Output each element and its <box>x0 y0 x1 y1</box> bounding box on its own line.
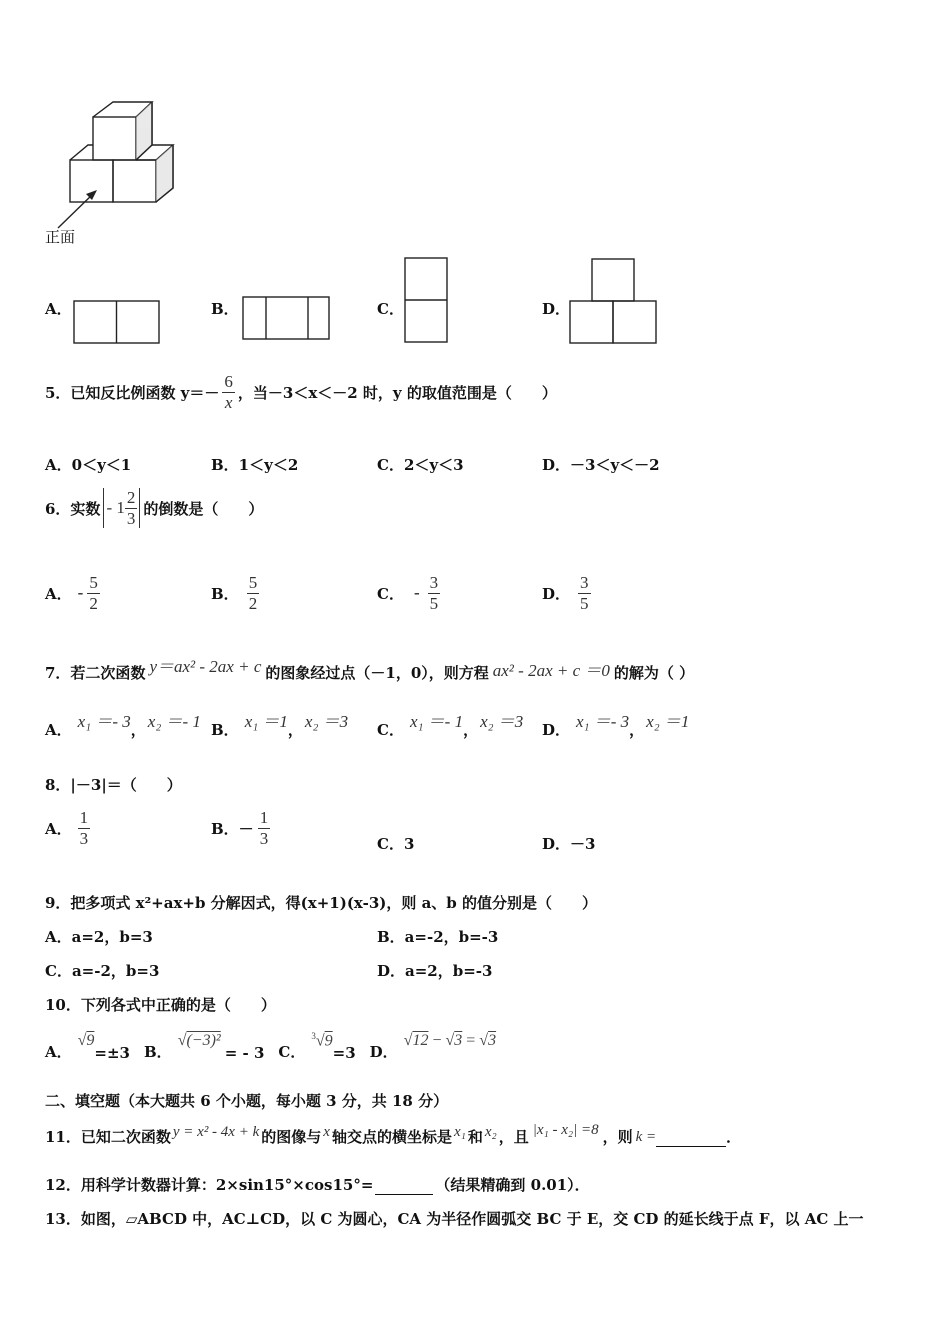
q11-t4: ，则 <box>602 1128 633 1146</box>
q7-option-b <box>211 712 349 740</box>
q11-k: k = <box>635 1129 657 1145</box>
q10-a-result: =±3 <box>94 1044 130 1062</box>
q8-b-num: 1 <box>259 808 269 827</box>
q6-c-frac <box>428 573 441 613</box>
q4-option-d-figure <box>569 258 661 346</box>
q11-x2: x₂ <box>484 1124 497 1140</box>
q7-stem <box>45 657 695 685</box>
q12-post: （结果精确到 0.01）． <box>435 1176 590 1194</box>
q10-b-radical: √(−3)² <box>177 1032 221 1049</box>
q10-c-result: =3 <box>332 1044 356 1062</box>
q6-c-num: 3 <box>429 573 439 592</box>
q8-b-frac <box>258 808 271 848</box>
section-2-heading: 二、填空题（本大题共 6 个小题，每小题 3 分，共 18 分） <box>45 1092 449 1110</box>
q7-option-a <box>45 712 201 740</box>
q7-function: y＝ax² - 2ax + c <box>149 657 262 676</box>
q11-t3: ，且 <box>498 1128 529 1146</box>
q7-d-x2: x₂ ＝1 <box>646 712 690 731</box>
q12-pre: 12．用科学计数器计算：2×sin15°×cos15°= <box>45 1176 374 1194</box>
q6-d-frac <box>578 573 591 613</box>
q7-a-comma: ， <box>130 721 146 739</box>
q6-b-num: 5 <box>248 573 258 592</box>
q8-a-letter: A． <box>45 819 72 838</box>
q10-a-radicand: 9 <box>86 1032 95 1049</box>
q7-a-x2: x₂ ＝- 1 <box>147 712 201 731</box>
q6-b-frac <box>247 573 260 613</box>
q5-fraction <box>222 372 235 412</box>
q6-a-sign: - <box>77 583 84 603</box>
q10-stem: 10．下列各式中正确的是（ ） <box>45 996 276 1014</box>
q7-stem-post: 的解为（ ） <box>613 664 695 682</box>
q4-option-d-letter: D． <box>542 300 571 318</box>
q6-a-letter: A． <box>45 584 72 603</box>
q11-t1: 的图像与 <box>261 1128 322 1146</box>
q6-a-den: 2 <box>89 593 98 613</box>
q11-t2: 轴交点的横坐标是 <box>331 1128 452 1146</box>
q12-answer-blank[interactable] <box>375 1178 433 1195</box>
q8-option-c: C．3 <box>377 835 415 853</box>
q10-options <box>45 1026 496 1062</box>
q7-a-x1: x₁ ＝- 3 <box>77 712 131 731</box>
q8-option-b <box>211 808 270 848</box>
q8-option-a <box>45 808 90 848</box>
q4-option-c-figure <box>404 257 452 345</box>
q7-stem-mid: 的图象经过点（－1，0），则方程 <box>265 664 489 682</box>
q11-abs-expression: |x₁ - x₂| =8 <box>532 1122 599 1138</box>
q10-d-radicand-3: 3 <box>488 1032 497 1049</box>
q6-abs-frac <box>125 488 138 528</box>
q6-stem <box>45 488 263 528</box>
q7-c-x1: x₁ ＝- 1 <box>409 712 464 731</box>
q7-d-letter: D． <box>542 721 571 739</box>
q10-d-letter: D． <box>369 1043 398 1061</box>
q7-equation: ax² - 2ax + c ＝0 <box>492 661 610 680</box>
q11-and: 和 <box>467 1128 483 1146</box>
q7-b-x1: x₁ ＝1 <box>244 712 288 731</box>
q7-c-comma: ， <box>463 721 479 739</box>
q8-a-den: 3 <box>79 828 89 848</box>
q5-option-a: A．0＜y＜1 <box>45 456 132 474</box>
q11-answer-blank[interactable] <box>656 1130 726 1147</box>
q6-stem-pre: 6．实数 <box>45 499 101 518</box>
front-view-label: 正面 <box>45 228 76 246</box>
q4-option-b-letter: B． <box>211 300 239 318</box>
q7-b-comma: ， <box>287 721 303 739</box>
q6-option-b <box>211 573 259 613</box>
q10-a-letter: A． <box>45 1043 72 1061</box>
q5-stem <box>45 372 557 412</box>
q7-d-x1: x₁ ＝- 3 <box>576 712 630 731</box>
q9-option-a: A．a=2，b=3 <box>45 928 153 946</box>
q6-d-num: 3 <box>580 573 589 592</box>
q6-a-frac <box>87 573 100 613</box>
q8-b-letter: B．－ <box>211 819 254 838</box>
q10-c-index: 3 <box>311 1030 316 1041</box>
q6-b-letter: B． <box>211 584 239 603</box>
cube-stack-figure <box>40 95 190 215</box>
q5-option-c: C．2＜y＜3 <box>377 456 464 474</box>
q5-option-d: D．－3＜y＜－2 <box>542 456 660 474</box>
q6-abs-whole: - 1 <box>106 498 125 518</box>
q5-frac-den: x <box>224 392 233 412</box>
q11-pre: 11．已知二次函数 <box>45 1128 171 1146</box>
q7-stem-pre: 7．若二次函数 <box>45 664 146 682</box>
q6-c-sign: - <box>413 583 420 603</box>
q7-b-x2: x₂ ＝3 <box>304 712 349 731</box>
q5-stem-pre: 5．已知反比例函数 y＝－ <box>45 383 220 402</box>
q6-c-letter: C． <box>377 584 404 603</box>
q10-b-result: = - 3 <box>224 1044 265 1062</box>
q6-abs-den: 3 <box>126 508 136 528</box>
q10-b-letter: B． <box>144 1043 172 1061</box>
q11-end: ． <box>726 1128 742 1146</box>
q10-d-radicand-2: 3 <box>454 1032 463 1049</box>
q11-xvar: x <box>323 1124 330 1140</box>
q8-a-frac <box>78 808 91 848</box>
q8-option-d: D．－3 <box>542 835 596 853</box>
q11-function: y = x² - 4x + k <box>172 1124 260 1140</box>
q7-option-c <box>377 712 524 740</box>
q4-option-c-letter: C． <box>377 300 404 318</box>
q6-c-den: 5 <box>429 593 439 613</box>
q4-option-a-letter: A． <box>45 300 72 318</box>
q7-a-letter: A． <box>45 721 72 739</box>
q6-d-den: 5 <box>580 593 589 613</box>
q6-b-den: 2 <box>248 593 258 613</box>
q5-frac-num: 6 <box>224 372 233 391</box>
q6-a-num: 5 <box>89 573 98 592</box>
q6-option-c <box>377 573 440 613</box>
q8-stem: 8．|－3|＝（ ） <box>45 776 182 794</box>
q7-c-x2: x₂ ＝3 <box>480 712 524 731</box>
q8-b-den: 3 <box>259 828 269 848</box>
q6-abs-expression <box>103 488 140 528</box>
q7-c-letter: C． <box>377 721 404 739</box>
q11-x1: x₁ <box>453 1124 466 1140</box>
q7-d-comma: ， <box>629 721 645 739</box>
q13-stem: 13．如图，▱ABCD 中，AC⊥CD，以 C 为圆心，CA 为半径作圆弧交 BC 于 E，交 CD 的延长线于点 F，以 AC 上一 <box>45 1210 864 1228</box>
q9-stem: 9．把多项式 x²+ax+b 分解因式，得(x+1)(x-3)，则 a、b 的值分别是（ ） <box>45 894 598 912</box>
q10-d-radicand-1: 12 <box>412 1032 429 1049</box>
q10-a-radical: √9 <box>77 1032 95 1049</box>
q10-c-radicand: 9 <box>324 1032 333 1049</box>
q11-stem <box>45 1117 741 1147</box>
q4-option-a-figure <box>73 300 163 345</box>
q6-abs-num: 2 <box>126 488 136 507</box>
q9-option-b: B．a=-2，b=-3 <box>377 928 499 946</box>
q6-option-a <box>45 573 100 613</box>
q6-d-letter: D． <box>542 584 571 603</box>
q6-option-d <box>542 573 591 613</box>
q4-option-b-figure <box>242 296 332 342</box>
q6-stem-post: 的倒数是（ ） <box>143 499 264 518</box>
q10-d-expression: √12 − √3 = √3 <box>403 1032 497 1049</box>
q12-stem <box>45 1174 590 1195</box>
q7-option-d <box>542 712 690 740</box>
q5-stem-post: ，当－3＜x＜－2 时，y 的取值范围是（ ） <box>237 383 557 402</box>
q9-option-c: C．a=-2，b=3 <box>45 962 160 980</box>
q10-b-radicand: (−3)² <box>186 1032 221 1049</box>
q10-c-letter: C． <box>278 1043 306 1061</box>
q9-option-d: D．a=2，b=-3 <box>377 962 493 980</box>
q10-c-radical: $^3$√9 <box>311 1030 333 1049</box>
q7-b-letter: B． <box>211 721 239 739</box>
q5-option-b: B．1＜y＜2 <box>211 456 299 474</box>
q8-a-num: 1 <box>79 808 89 827</box>
